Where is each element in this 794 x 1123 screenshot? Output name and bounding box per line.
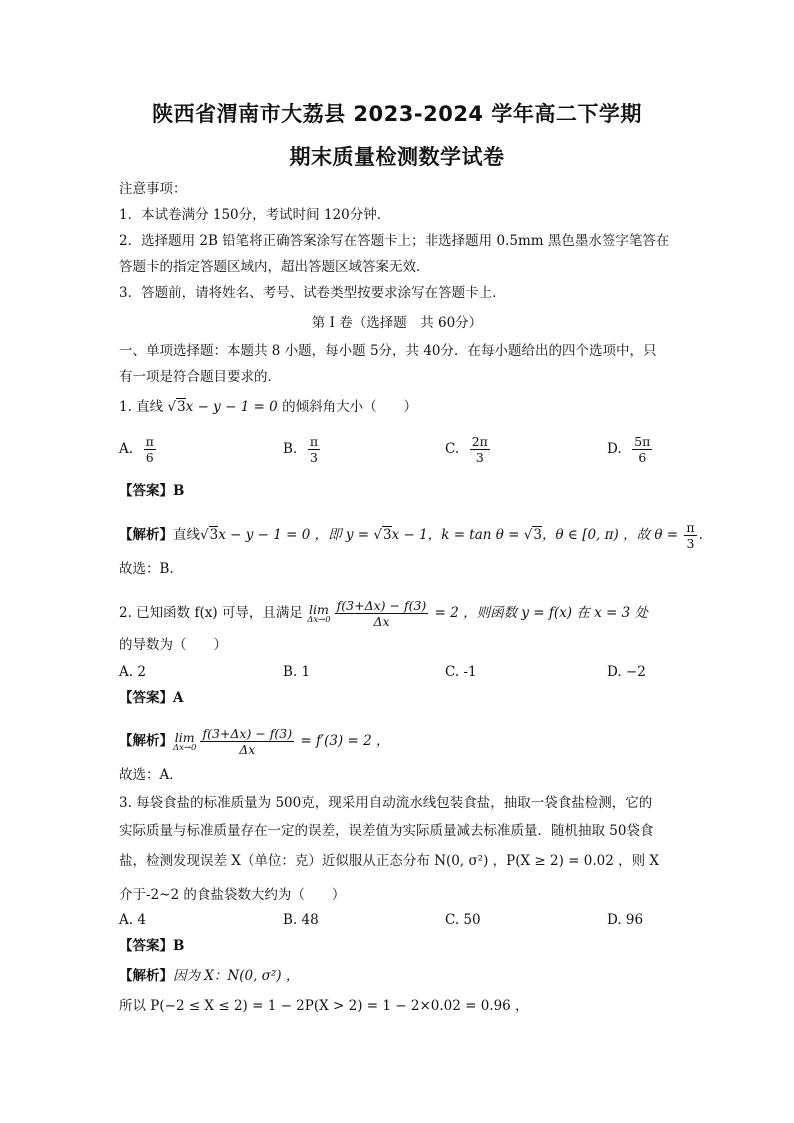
q3-option-c: C. 50 <box>445 912 481 928</box>
notice-item: 1．本试卷满分 150分，考试时间 120分钟． <box>119 207 391 223</box>
q3-stem: 3. 每袋食盐的标准质量为 500克，现采用自动流水线包装食盐，抽取一袋食盐检测，它的 <box>119 795 653 811</box>
section-intro: 有一项是符合题目要求的． <box>119 369 281 385</box>
q3-analysis: 所以 P(−2 ≤ X ≤ 2) = 1 − 2P(X > 2) = 1 − 2×0.02 = 0.96 ， <box>119 998 529 1014</box>
page-title-line1: 陕西省渭南市大荔县 2023-2024 学年高二下学期 <box>152 102 642 126</box>
q2-option-d: D. −2 <box>607 664 646 680</box>
q2-option-c: C. -1 <box>445 664 477 680</box>
q3-option-d: D. 96 <box>607 912 644 928</box>
q1-analysis: 【解析】直线√3x − y − 1 = 0 ，即 y = √3x − 1，k = tan θ = √3，θ ∈ [0, π) ，故 θ = $\frac{\pi}{3}$ . <box>119 520 703 551</box>
notice-item: 2．选择题用 2B 铅笔将正确答案涂写在答题卡上；非选择题用 0.5mm 黑色墨水签字笔答在 <box>119 233 670 249</box>
q1-answer: 【答案】B <box>119 483 185 499</box>
section-heading: 第 I 卷（选择题 共 60分） <box>311 315 483 331</box>
q2-option-b: B. 1 <box>283 664 311 680</box>
section-intro: 一、单项选择题：本题共 8 小题，每小题 5分，共 40分．在每小题给出的四个选项中，只 <box>119 343 657 359</box>
notice-heading: 注意事项： <box>119 181 187 197</box>
notice-item: 3．答题前，请将姓名、考号、试卷类型按要求涂写在答题卡上． <box>119 285 506 301</box>
q1-stem: 1. 直线 √3x − y − 1 = 0 的倾斜角大小（ ） <box>119 399 418 415</box>
q3-analysis: 【解析】因为 X：N(0, σ²) ， <box>119 968 300 984</box>
q1-conclusion: 故选：B. <box>119 561 174 577</box>
q2-analysis: 【解析】 lim Δx→0 $\frac{f(3+\Delta x) - f(3)}{\Delta x}$ = f′(3) = 2 ， <box>119 726 390 757</box>
q1-option-c: C. $\frac{2\pi}{3}$ <box>445 434 488 465</box>
q3-stem: 盐，检测发现误差 X（单位：克）近似服从正态分布 N(0, σ²) ，P(X ≥ 2) = 0.02 ，则 X <box>119 853 659 869</box>
sqrt-symbol: √ <box>167 399 177 415</box>
page-title-line2: 期末质量检测数学试卷 <box>289 145 505 169</box>
notice-item: 答题卡的指定答题区域内，超出答题区域答案无效． <box>119 259 430 275</box>
q1-option-a: A. $\frac{\pi}{6}$ <box>119 434 154 465</box>
q2-stem-cont: 的导数为（ ） <box>119 637 227 653</box>
q2-answer: 【答案】A <box>119 690 184 706</box>
q1-option-b: B. $\frac{\pi}{3}$ <box>283 434 319 465</box>
q3-stem: 实际质量与标准质量存在一定的误差，误差值为实际质量减去标准质量．随机抽取 50袋食 <box>119 823 654 839</box>
q3-stem: 介于-2~2 的食盐袋数大约为（ ） <box>119 887 346 903</box>
q3-answer: 【答案】B <box>119 938 185 954</box>
q2-option-a: A. 2 <box>119 664 146 680</box>
q1-option-d: D. $\frac{5\pi}{6}$ <box>607 434 651 465</box>
q3-option-b: B. 48 <box>283 912 319 928</box>
q2-stem: 2. 已知函数 f(x) 可导，且满足 lim Δx→0 $\frac{f(3+\Delta x) - f(3)}{\Delta x}$ = 2 ，则函数 y = f(x) 在 x = 3 处 <box>119 598 649 629</box>
q3-option-a: A. 4 <box>119 912 146 928</box>
q2-conclusion: 故选：A． <box>119 767 183 783</box>
